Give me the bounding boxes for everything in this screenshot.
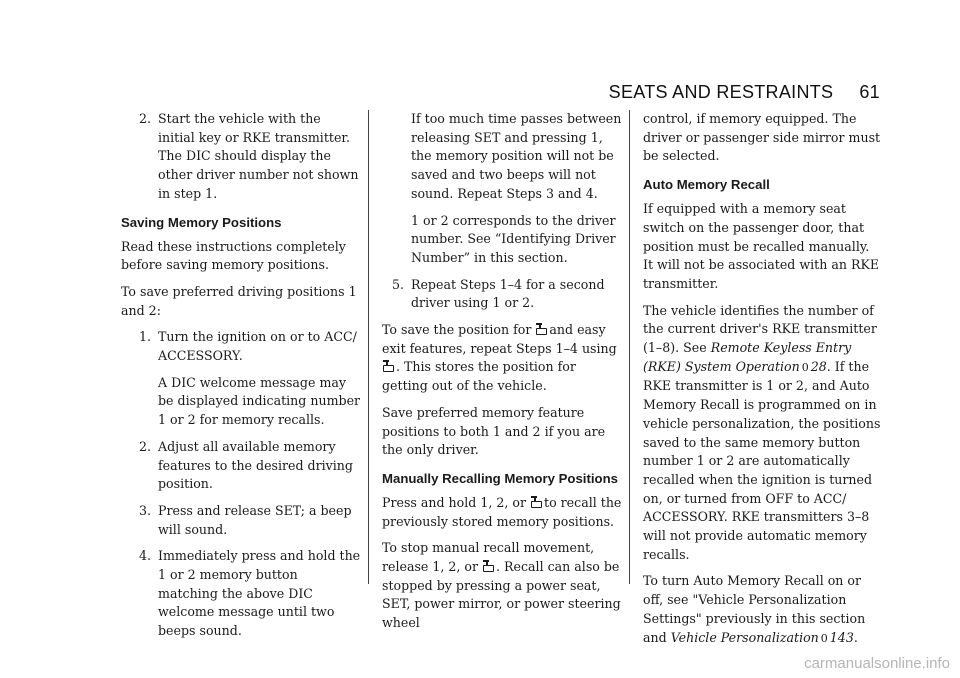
step-note: 1 or 2 corresponds to the driver number. See “Identifying Driver Number” in this section.: [411, 212, 616, 265]
cross-reference-page[interactable]: 143: [829, 629, 854, 645]
step-number: 2.: [138, 438, 151, 454]
step-number: 3.: [138, 502, 151, 518]
column-1: [121, 110, 361, 649]
text-run: . This stores the position for getting out of the vehicle.: [382, 359, 576, 394]
text-run: To stop manual recall movement, release 1, 2, or: [382, 540, 595, 575]
step-note: If too much time passes between releasing SET and pressing 1, the memory position will not be saved and two beeps will not sound. Repeat Steps 3 and 4.: [411, 111, 622, 201]
step-text: Turn the ignition on or to ACC/ ACCESSORY.: [158, 329, 357, 364]
text-run: .: [853, 629, 858, 645]
step-text: Start the vehicle with the initial key or RKE transmitter. The DIC should display the other driver number not shown in step 1.: [158, 111, 359, 201]
text-run: To turn Auto Memory Recall on or off, see "Vehicle Personalization Settings" previously in this section and: [643, 573, 866, 645]
step-item: [121, 502, 361, 539]
section-heading: Saving Memory Positions: [121, 214, 282, 230]
exit-memory-button-icon: [536, 323, 547, 335]
step-number: 5.: [391, 276, 404, 292]
text-run: . If the RKE transmitter is 1 or 2, and Auto Memory Recall is programmed on in vehicle personalization, the positions saved to the same memory button number 1 or 2 are automatically recalled when the ignition is turned on, or turned from OFF to ACC/ ACCESSORY. RKE transmitters 3–8 will not provide automatic memory recalls.: [643, 358, 881, 562]
section-title: SEATS AND RESTRAINTS: [608, 82, 834, 102]
step-item: [121, 438, 361, 494]
cross-reference-link[interactable]: Vehicle Personalization: [670, 629, 819, 645]
column-2: [382, 110, 622, 641]
paragraph: Save preferred memory feature positions to both 1 and 2 if you are the only driver.: [382, 404, 606, 458]
cross-reference-page[interactable]: 28: [810, 358, 827, 374]
text-run: . Recall can also be stopped by pressing a power seat, SET, power mirror, or power steering wheel: [382, 559, 621, 631]
cross-reference-link[interactable]: Remote Keyless Entry (RKE) System Operation: [643, 340, 852, 374]
paragraph: [643, 572, 883, 648]
page-ref-arrow-icon: 0: [801, 360, 809, 374]
paragraph: If equipped with a memory seat switch on the passenger door, that position must be recalled manually. It will not be associated with an RKE transmitter.: [643, 201, 880, 291]
exit-memory-button-icon: [531, 496, 542, 508]
page-ref-arrow-icon: 0: [820, 631, 828, 645]
text-run: to recall the previously stored memory positions.: [382, 494, 622, 529]
paragraph: [382, 539, 622, 633]
paragraph: [382, 321, 622, 396]
step-note: A DIC welcome message may be displayed indicating number 1 or 2 for memory recalls.: [158, 374, 361, 428]
step-item: [121, 110, 361, 204]
text-run: The vehicle identifies the number of the current driver's RKE transmitter (1–8). See: [643, 302, 877, 356]
paragraph: control, if memory equipped. The driver or passenger side mirror must be selected.: [643, 111, 881, 164]
step-number: 2.: [138, 111, 151, 126]
paragraph: [382, 494, 622, 531]
column-divider: [368, 110, 369, 584]
step-text: Repeat Steps 1–4 for a second driver using 1 or 2.: [411, 276, 605, 311]
section-heading: Manually Recalling Memory Positions: [382, 470, 618, 486]
section-heading: Auto Memory Recall: [643, 177, 770, 193]
step-item: [121, 328, 361, 365]
column-3: [643, 110, 883, 656]
step-number: 4.: [138, 548, 151, 564]
watermark: carmanualsonline.info: [804, 655, 950, 672]
exit-memory-button-icon: [383, 360, 394, 372]
text-run: and easy exit features, repeat Steps 1–4 using: [382, 322, 617, 356]
step-text: Press and release SET; a beep will sound.: [158, 502, 352, 537]
column-divider: [629, 110, 630, 584]
text-run: To save the position for: [382, 322, 532, 338]
paragraph: To save preferred driving positions 1 and 2:: [121, 283, 357, 318]
exit-memory-button-icon: [483, 560, 494, 572]
paragraph: [643, 302, 883, 565]
page-header: [609, 82, 880, 103]
text-run: Press and hold 1, 2, or: [382, 494, 526, 510]
page-number: 61: [859, 82, 880, 102]
step-text: Adjust all available memory features to the desired driving position.: [158, 438, 353, 492]
step-number: 1.: [138, 329, 151, 345]
step-text: Immediately press and hold the 1 or 2 memory button matching the above DIC welcome message until two beeps sound.: [158, 548, 361, 639]
paragraph: Read these instructions completely before saving memory positions.: [121, 238, 346, 273]
step-item: [121, 547, 361, 641]
step-item: [382, 276, 622, 313]
